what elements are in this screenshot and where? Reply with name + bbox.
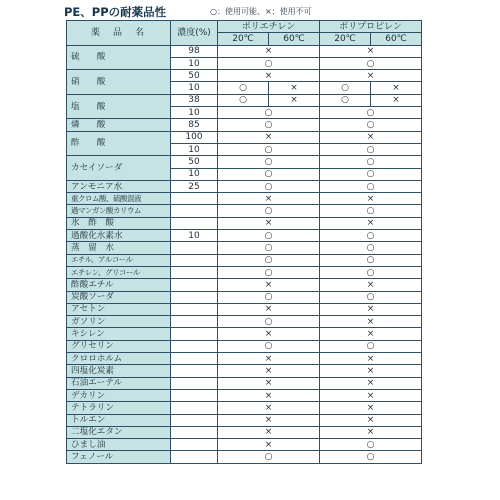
resistance-mark: × — [218, 328, 320, 340]
concentration-cell — [171, 316, 218, 328]
resistance-mark: ○ — [218, 266, 320, 278]
concentration-cell — [171, 389, 218, 401]
chemical-name: テトラリン — [67, 402, 171, 414]
table-row — [67, 94, 422, 106]
table-row — [67, 426, 422, 438]
chemical-name: 燐 酸 — [67, 119, 171, 131]
resistance-mark: × — [371, 82, 422, 94]
resistance-mark: ○ — [218, 156, 320, 168]
table-row — [67, 180, 422, 192]
resistance-mark: ○ — [320, 82, 371, 94]
resistance-mark: ○ — [218, 242, 320, 254]
chemical-name: 炭酸ソーダ — [67, 291, 171, 303]
concentration-cell — [171, 439, 218, 451]
chemical-name: ガソリン — [67, 316, 171, 328]
chemical-name: デカリン — [67, 389, 171, 401]
table-row — [67, 217, 422, 229]
table-row — [67, 316, 422, 328]
resistance-mark: ○ — [218, 340, 320, 352]
legend-note: ○：使用可能、×：使用不可 — [210, 7, 312, 16]
concentration-cell: 10 — [171, 82, 218, 94]
resistance-mark: ○ — [218, 451, 320, 463]
resistance-mark: × — [320, 279, 422, 291]
resistance-mark: ○ — [218, 94, 269, 106]
header-pp-60: 60℃ — [371, 33, 422, 45]
chemical-name: グリセリン — [67, 340, 171, 352]
resistance-mark: × — [320, 217, 422, 229]
resistance-mark: × — [269, 94, 320, 106]
header-pe-20: 20℃ — [218, 33, 269, 45]
concentration-cell — [171, 328, 218, 340]
resistance-mark: × — [320, 426, 422, 438]
resistance-mark: × — [320, 389, 422, 401]
resistance-mark: ○ — [320, 143, 422, 155]
concentration-cell — [171, 426, 218, 438]
resistance-mark: ○ — [218, 205, 320, 217]
resistance-mark: ○ — [218, 316, 320, 328]
resistance-mark: × — [320, 316, 422, 328]
concentration-cell: 50 — [171, 156, 218, 168]
resistance-mark: × — [218, 217, 320, 229]
resistance-mark: × — [320, 45, 422, 57]
resistance-mark: ○ — [320, 119, 422, 131]
chemical-name: 石油エーテル — [67, 377, 171, 389]
table-row — [67, 303, 422, 315]
resistance-mark: × — [218, 279, 320, 291]
resistance-mark: × — [320, 70, 422, 82]
table-row — [67, 414, 422, 426]
table-row — [67, 402, 422, 414]
resistance-mark: × — [218, 389, 320, 401]
resistance-mark: × — [218, 193, 320, 205]
chemical-name: 硫 酸 — [67, 45, 171, 70]
table-row — [67, 389, 422, 401]
concentration-cell — [171, 279, 218, 291]
concentration-cell: 25 — [171, 180, 218, 192]
resistance-mark: ○ — [320, 439, 422, 451]
header-pe: ポリエチレン — [218, 21, 320, 33]
resistance-mark: ○ — [320, 254, 422, 266]
concentration-cell — [171, 451, 218, 463]
concentration-cell: 10 — [171, 230, 218, 242]
chemical-name: 二塩化エタン — [67, 426, 171, 438]
chemical-name: 重クロム酸、硫酸混液 — [67, 193, 171, 205]
resistance-mark: ○ — [320, 451, 422, 463]
table-row — [67, 439, 422, 451]
concentration-cell: 85 — [171, 119, 218, 131]
chemical-name: キシレン — [67, 328, 171, 340]
chemical-name: アセトン — [67, 303, 171, 315]
chemical-name: 硝 酸 — [67, 70, 171, 95]
concentration-cell — [171, 365, 218, 377]
table-row — [67, 340, 422, 352]
header-name: 薬 品 名 — [67, 21, 171, 46]
chemical-name: トルエン — [67, 414, 171, 426]
resistance-mark: ○ — [320, 340, 422, 352]
chemical-name: 過酸化水素水 — [67, 230, 171, 242]
resistance-mark: ○ — [320, 291, 422, 303]
header-pp: ポリプロピレン — [320, 21, 422, 33]
table-row — [67, 254, 422, 266]
chemical-name: フェノール — [67, 451, 171, 463]
table-row — [67, 131, 422, 143]
chemical-name: エチレン、グリコール — [67, 266, 171, 278]
table-row — [67, 266, 422, 278]
table-row — [67, 451, 422, 463]
resistance-mark: × — [320, 193, 422, 205]
table-row — [67, 353, 422, 365]
header-concentration: 濃度(%) — [171, 21, 218, 46]
concentration-cell — [171, 193, 218, 205]
resistance-mark: ○ — [218, 119, 320, 131]
chemical-name: 酢酸エチル — [67, 279, 171, 291]
resistance-mark: × — [218, 45, 320, 57]
resistance-mark: ○ — [218, 143, 320, 155]
chemical-name: エチル、アルコール — [67, 254, 171, 266]
resistance-mark: ○ — [320, 57, 422, 69]
resistance-mark: ○ — [218, 82, 269, 94]
resistance-mark: ○ — [218, 254, 320, 266]
table-row — [67, 70, 422, 82]
concentration-cell: 10 — [171, 107, 218, 119]
resistance-mark: × — [320, 328, 422, 340]
table-row — [67, 119, 422, 131]
resistance-mark: × — [218, 377, 320, 389]
concentration-cell — [171, 266, 218, 278]
resistance-mark: × — [269, 82, 320, 94]
header-pe-60: 60℃ — [269, 33, 320, 45]
concentration-cell — [171, 242, 218, 254]
resistance-mark: × — [218, 353, 320, 365]
table-row — [67, 193, 422, 205]
chemical-name: 過マンガン酸カリウム — [67, 205, 171, 217]
resistance-mark: × — [320, 414, 422, 426]
chemical-name: 蒸 留 水 — [67, 242, 171, 254]
resistance-mark: × — [218, 131, 320, 143]
chemical-name: 塩 酸 — [67, 94, 171, 119]
resistance-mark: ○ — [320, 205, 422, 217]
table-row — [67, 156, 422, 168]
table-row — [67, 230, 422, 242]
concentration-cell: 10 — [171, 168, 218, 180]
resistance-mark: ○ — [218, 180, 320, 192]
chemical-name: 氷 酢 酸 — [67, 217, 171, 229]
chemical-name: ひまし油 — [67, 439, 171, 451]
table-row — [67, 45, 422, 57]
resistance-mark: × — [218, 365, 320, 377]
table-row — [67, 279, 422, 291]
concentration-cell — [171, 303, 218, 315]
resistance-mark: × — [320, 377, 422, 389]
resistance-mark: × — [218, 303, 320, 315]
concentration-cell — [171, 291, 218, 303]
resistance-mark: ○ — [218, 57, 320, 69]
resistance-mark: ○ — [320, 266, 422, 278]
header-pp-20: 20℃ — [320, 33, 371, 45]
resistance-mark: × — [371, 94, 422, 106]
resistance-mark: ○ — [320, 156, 422, 168]
chemical-name: アンモニア水 — [67, 180, 171, 192]
table-row — [67, 328, 422, 340]
concentration-cell — [171, 377, 218, 389]
concentration-cell: 100 — [171, 131, 218, 143]
chemical-name: 酢 酸 — [67, 131, 171, 156]
concentration-cell — [171, 353, 218, 365]
resistance-table-wrap — [66, 20, 421, 464]
table-row — [67, 205, 422, 217]
table-row — [67, 242, 422, 254]
concentration-cell — [171, 340, 218, 352]
resistance-mark: ○ — [320, 242, 422, 254]
concentration-cell: 10 — [171, 143, 218, 155]
resistance-mark: × — [218, 70, 320, 82]
resistance-mark: ○ — [320, 168, 422, 180]
resistance-mark: ○ — [218, 107, 320, 119]
resistance-mark: × — [218, 426, 320, 438]
concentration-cell: 10 — [171, 57, 218, 69]
table-row — [67, 291, 422, 303]
resistance-mark: × — [218, 439, 320, 451]
concentration-cell: 50 — [171, 70, 218, 82]
resistance-mark: × — [320, 365, 422, 377]
resistance-mark: ○ — [218, 230, 320, 242]
resistance-mark: ○ — [320, 94, 371, 106]
resistance-mark: × — [320, 402, 422, 414]
resistance-mark: ○ — [320, 107, 422, 119]
table-row — [67, 377, 422, 389]
concentration-cell — [171, 402, 218, 414]
resistance-mark: × — [320, 303, 422, 315]
concentration-cell — [171, 205, 218, 217]
resistance-mark: × — [320, 353, 422, 365]
resistance-mark: × — [218, 414, 320, 426]
resistance-mark: ○ — [218, 291, 320, 303]
concentration-cell — [171, 217, 218, 229]
chemical-name: 四塩化炭素 — [67, 365, 171, 377]
concentration-cell — [171, 254, 218, 266]
resistance-mark: ○ — [218, 168, 320, 180]
resistance-mark: × — [320, 131, 422, 143]
chemical-name: クロロホルム — [67, 353, 171, 365]
resistance-mark: ○ — [320, 180, 422, 192]
resistance-mark: × — [218, 402, 320, 414]
table-body — [67, 45, 422, 463]
chemical-resistance-table — [66, 20, 422, 464]
concentration-cell — [171, 414, 218, 426]
concentration-cell: 38 — [171, 94, 218, 106]
page-title: PE、PPの耐薬品性 — [64, 5, 167, 19]
resistance-mark: ○ — [320, 230, 422, 242]
concentration-cell: 98 — [171, 45, 218, 57]
chemical-name: カセイソーダ — [67, 156, 171, 181]
table-row — [67, 365, 422, 377]
